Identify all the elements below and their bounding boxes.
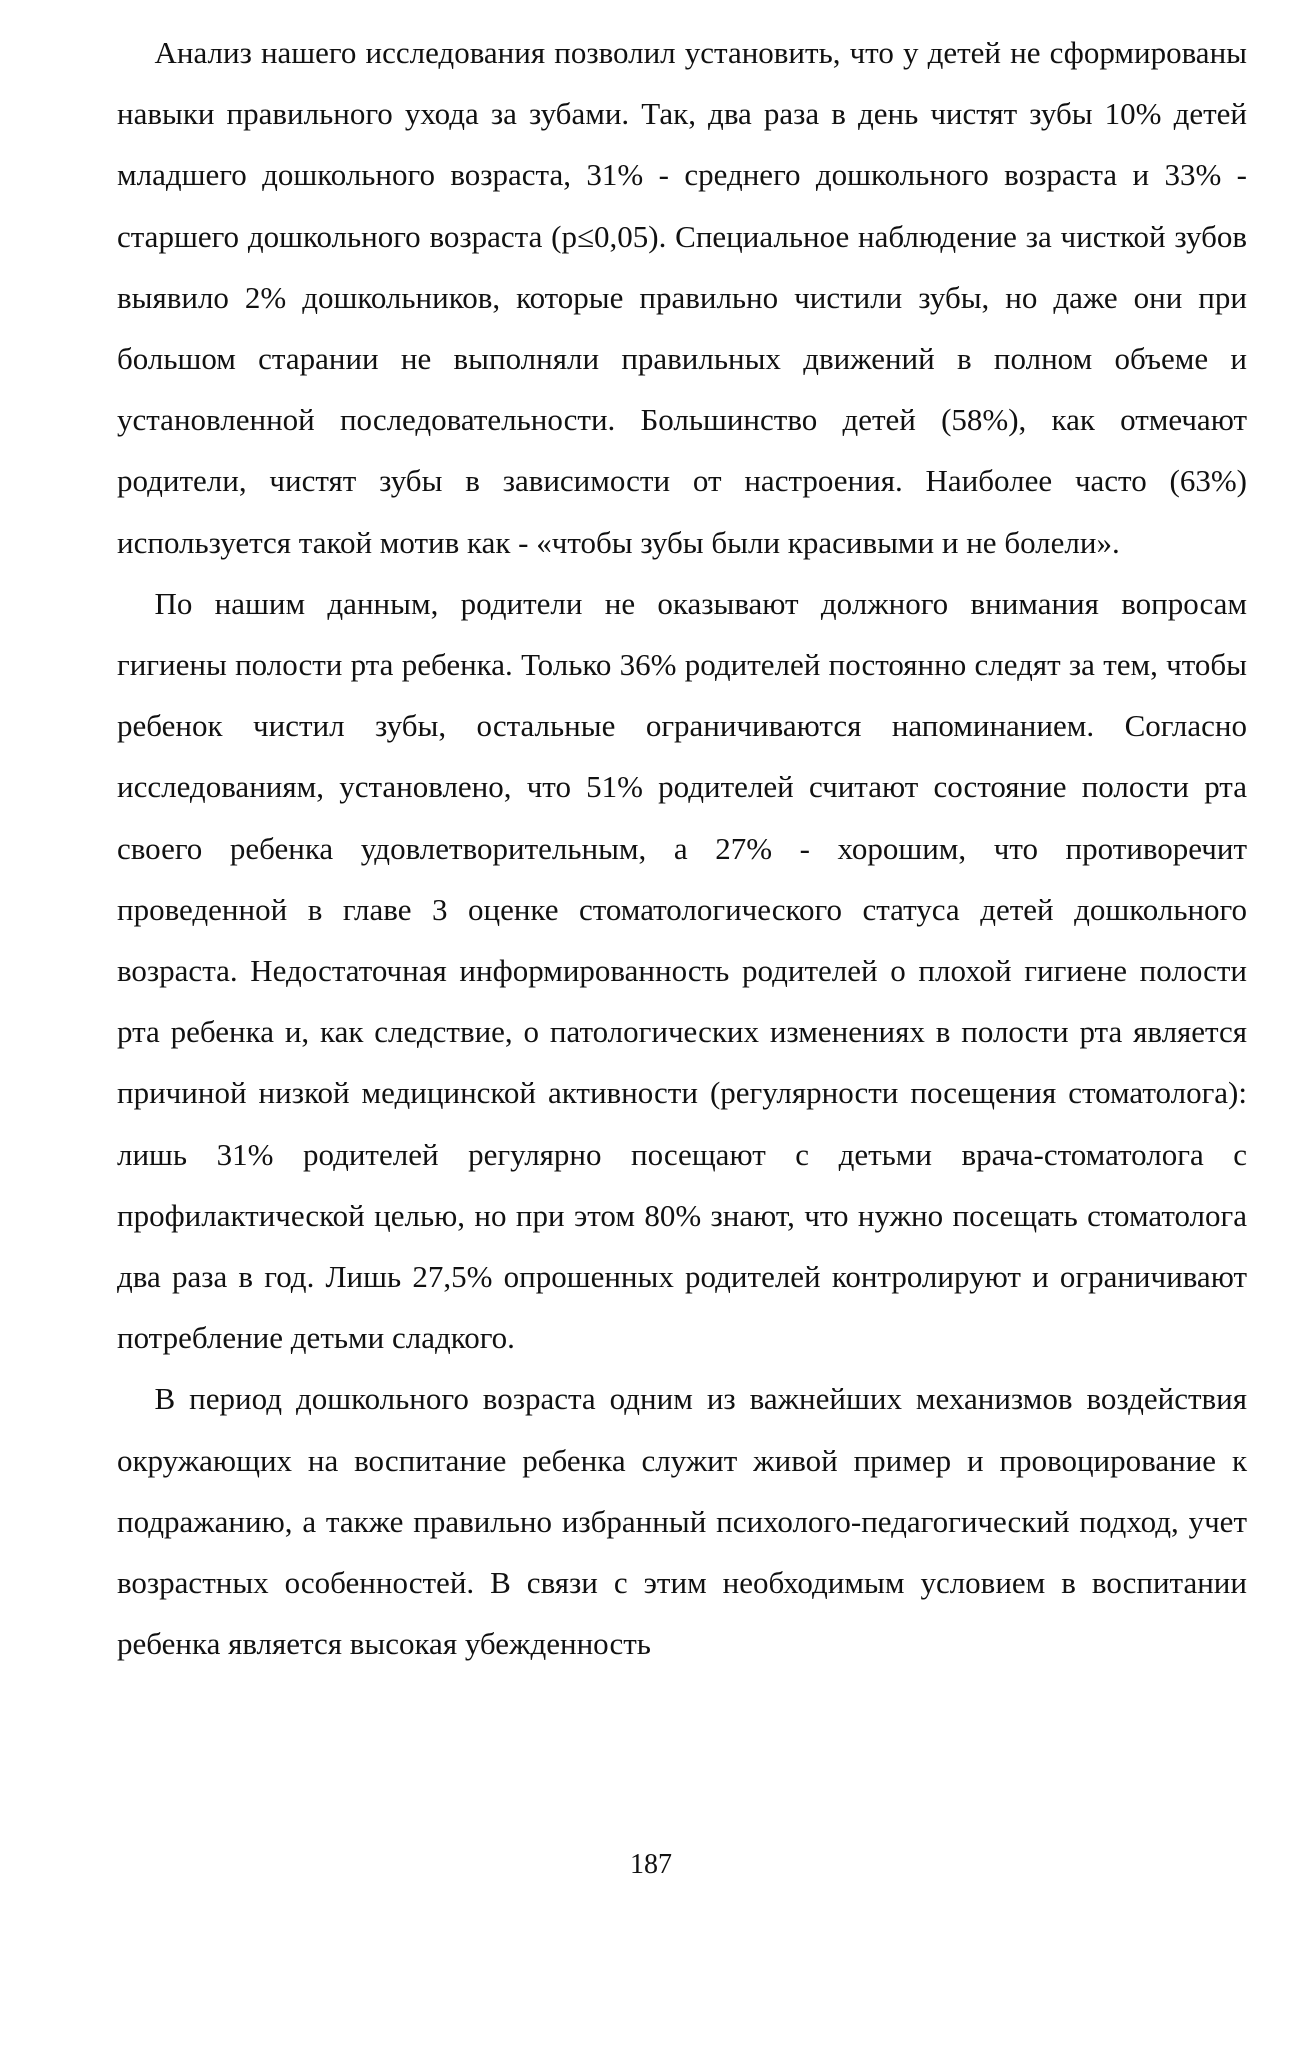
paragraph-analysis: Анализ нашего исследования позволил установить, что у детей не сформированы навыки правильного ухода за зубами. Так, два раза в день чистят зубы 10% детей младшего дошкольного возраста, 31% - среднего дошкольного возраста и 33% - старшего дошкольного возраста (p≤0,05). Специальное наблюдение за чисткой зубов выявило 2% дошкольников, которые правильно чистили зубы, но даже они при большом старании не выполняли правильных движений в полном объеме и установленной последовательности. Большинство детей (58%), как отмечают родители, чистят зубы в зависимости от настроения. Наиболее часто (63%) используется такой мотив как - «чтобы зубы были красивыми и не болели».	[117, 35, 1247, 560]
body-text	[117, 22, 1247, 1674]
page-number: 187	[630, 1849, 672, 1880]
paragraph-parents: По нашим данным, родители не оказывают должного внимания вопросам гигиены полости рта ребенка. Только 36% родителей постоянно следят за тем, чтобы ребенок чистил зубы, остальные ограничиваются напоминанием. Согласно исследованиям, установлено, что 51% родителей считают состояние полости рта своего ребенка удовлетворительным, а 27% - хорошим, что противоречит проведенной в главе 3 оценке стоматологического статуса детей дошкольного возраста. Недостаточная информированность родителей о плохой гигиене полости рта ребенка и, как следствие, о патологических изменениях в полости рта является причиной низкой медицинской активности (регулярности посещения стоматолога): лишь 31% родителей регулярно посещают с детьми врача-стоматолога с профилактической целью, но при этом 80% знают, что нужно посещать стоматолога два раза в год. Лишь 27,5% опрошенных родителей контролируют и ограничивают потребление детьми сладкого.	[117, 585, 1247, 1356]
paragraph-preschool-age: В период дошкольного возраста одним из важнейших механизмов воздействия окружающих на воспитание ребенка служит живой пример и провоцирование к подражанию, а также правильно избранный психолого-педагогический подход, учет возрастных особенностей. В связи с этим необходимым условием в воспитании ребенка является высокая убежденность	[117, 1381, 1247, 1662]
